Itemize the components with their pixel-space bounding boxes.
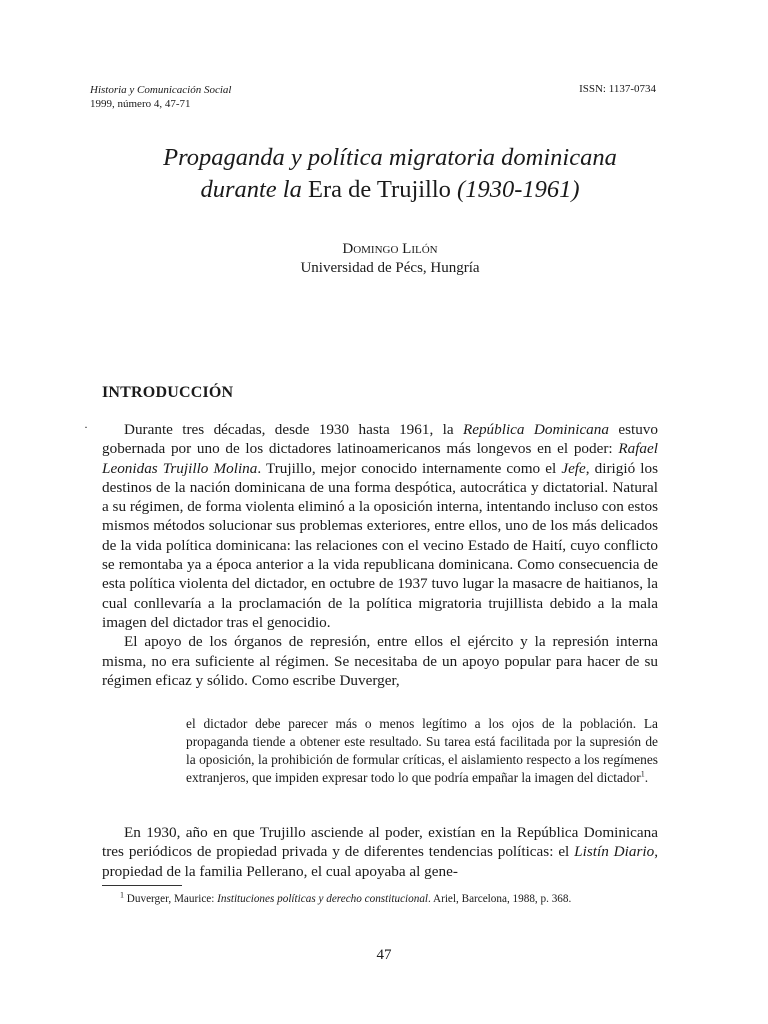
footnote <box>102 891 662 908</box>
footnote-author: Duverger, Maurice: <box>124 893 218 905</box>
title-line-2-italic-a: durante la <box>200 176 302 203</box>
p1-text-a: Durante tres décadas, desde 1930 hasta 1961, la <box>124 421 463 438</box>
title-line-1: Propaganda y política migratoria dominicana <box>163 144 617 171</box>
paragraph-3 <box>102 823 658 881</box>
p1-text-b: República Dominicana <box>462 421 609 438</box>
body-text-continued <box>102 823 658 881</box>
footnote-rest: . Ariel, Barcelona, 1988, p. 368. <box>428 893 572 905</box>
journal-volume: 1999, número 4, 47-71 <box>90 98 191 110</box>
block-quote: el dictador debe parecer más o menos legítimo a los ojos de la población. La propaganda tiende a obtener este resultado. Su tarea está facilitada por la supresión de la oposición, la prohibición de formular críticas, el aislamiento respecto a los regímenes extranjeros, que impiden expresar todo lo que podría empañar la imagen del dictador$^1$. <box>186 716 658 785</box>
p3-text-c: , propiedad de la familia Pellerano, el cual apoyaba al gene- <box>102 843 658 880</box>
article-title <box>100 142 680 206</box>
body-text <box>102 420 658 690</box>
author-name: Domingo Lilón <box>342 241 438 257</box>
p1-text-f: Jefe <box>561 459 586 477</box>
section-heading: INTRODUCCIÓN <box>102 384 234 401</box>
page-number: 47 <box>376 947 392 963</box>
p1-text-e: . Trujillo, mejor conocido internamente como el <box>257 459 562 477</box>
p1-text-c: estuvo gobernada por uno de los dictadores latinoamericanos más longevos en el poder: <box>102 421 658 458</box>
author-block <box>100 240 680 278</box>
footnote-rule <box>102 885 182 886</box>
issn: ISSN: 1137-0734 <box>579 83 656 95</box>
running-header <box>90 83 231 111</box>
journal-name: Historia y Comunicación Social <box>90 84 232 96</box>
p3-text-b: Listín Diario <box>574 843 655 861</box>
p1-text-d: Rafael Leonidas Trujillo Molina <box>102 440 658 477</box>
p3-text-a: En 1930, año en que Trujillo asciende al poder, existían en la República Dominicana tres periódicos de propiedad privada y de diferentes tendencias políticas: el <box>102 824 658 861</box>
margin-mark: · <box>84 420 88 434</box>
footnote-work: Instituciones políticas y derecho constitucional <box>217 893 429 905</box>
footnote-ref[interactable]: 1 <box>640 769 645 779</box>
author-affiliation: Universidad de Pécs, Hungría <box>300 260 480 276</box>
quote-text: el dictador debe parecer más o menos legítimo a los ojos de la población. La propaganda tiende a obtener este resultado. Su tarea está facilitada por la supresión de la oposición, la prohibición de formular críticas, el aislamiento respecto a los regímenes extranjeros, que impiden expresar todo lo que podría empañar la imagen del dictador <box>186 716 658 785</box>
p1-text-g: , dirigió los destinos de la nación dominicana de una forma despótica, autocrática y dictatorial. Natural a su régimen, de forma violenta eliminó a la oposición interna, intentando incluso con estos mismos métodos solucionar sus problemas exteriores, entre ellos, uno de los más delicados de la vida política dominicana: las relaciones con el vecino Estado de Haití, cuyo conflicto se remontaba ya a época anterior a la vida republicana dominicana. Como consecuencia de esta política violenta del dictador, en octubre de 1937 tuvo lugar la masacre de haitianos, la cual conllevaría a la proclamación de la política migratoria trujillista debido a la mala imagen del dictador tras el genocidio. <box>102 459 658 631</box>
paragraph-1 <box>102 420 658 632</box>
footnote-mark: 1 <box>120 890 124 900</box>
title-line-2-italic-b: (1930-1961) <box>457 176 580 203</box>
paragraph-2: El apoyo de los órganos de represión, entre ellos el ejército y la represión interna misma, no era suficiente al régimen. Se necesitaba de un apoyo popular para hacer de su régimen eficaz y sólido. Como escribe Duverger, <box>102 633 658 689</box>
title-line-2-roman: Era de Trujillo <box>301 176 458 203</box>
